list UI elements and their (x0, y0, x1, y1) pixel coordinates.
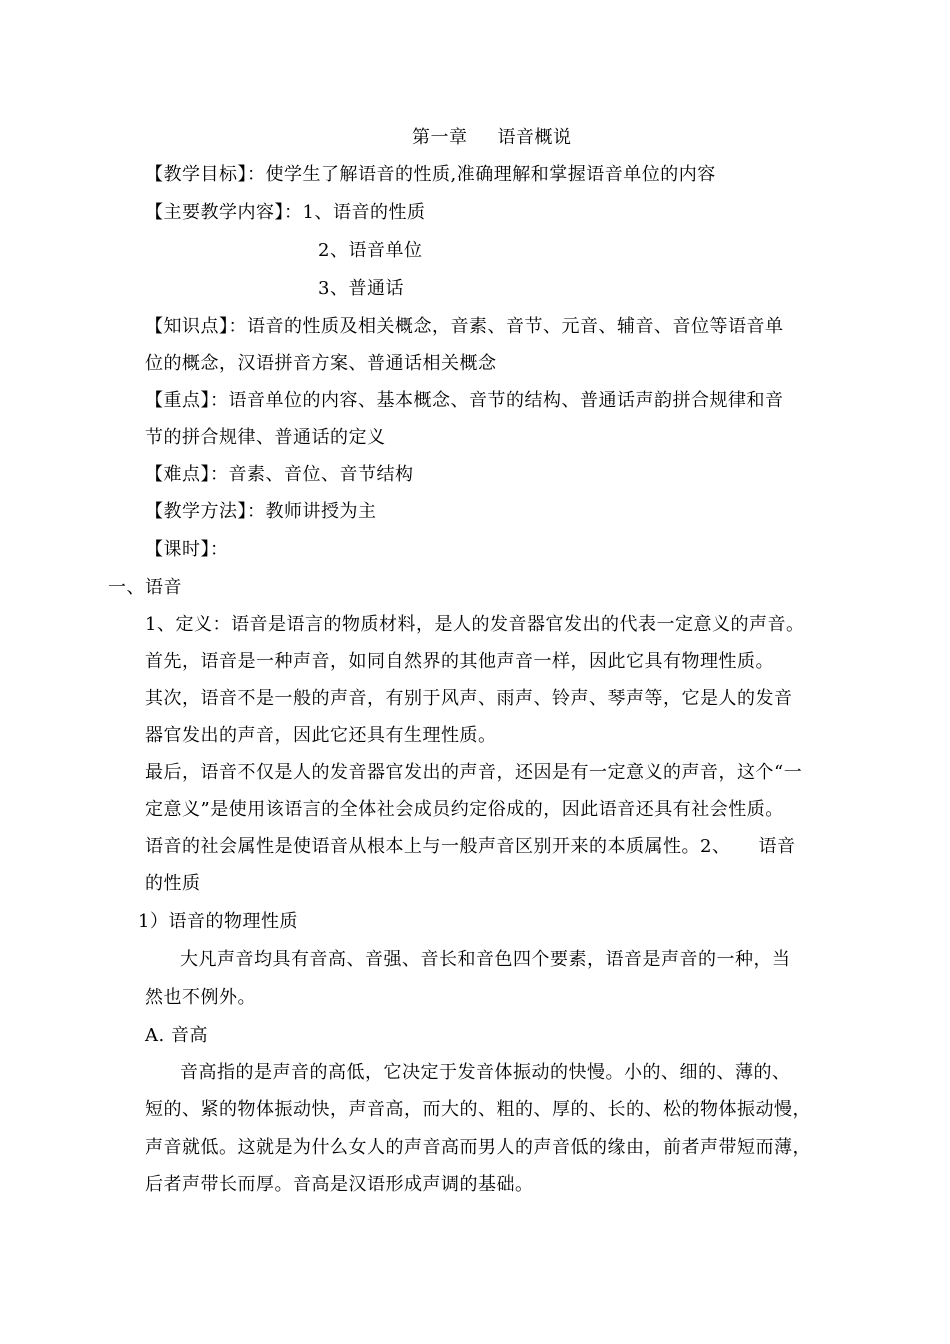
definition-paragraph: 1、定义：语音是语言的物质材料，是人的发音器官发出的代表一定意义的声音。 (145, 614, 805, 635)
class-hours: 【课时】： (145, 539, 229, 560)
pitch-paragraph-line-4: 后者声带长而厚。音高是汉语形成声调的基础。 (145, 1174, 534, 1195)
body-line-social-1: 语音的社会属性是使语音从根本上与一般声音区别开来的本质属性。2、 语音 (145, 836, 796, 857)
body-line-last-1: 最后，语音不仅是人的发音器官发出的声音，还因是有一定意义的声音，这个“一 (145, 762, 803, 783)
teaching-method: 【教学方法】：教师讲授为主 (145, 501, 377, 522)
knowledge-points-line-1: 【知识点】：语音的性质及相关概念，音素、音节、元音、辅音、音位等语音单 (145, 316, 784, 337)
pitch-paragraph-line-3: 声音就低。这就是为什么女人的声音高而男人的声音低的缘由，前者声带短而薄， (145, 1137, 811, 1158)
main-content-heading: 【主要教学内容】：1、语音的性质 (145, 202, 426, 223)
body-line-last-2: 定意义”是使用该语言的全体社会成员约定俗成的，因此语音还具有社会性质。 (145, 799, 784, 820)
chapter-title (412, 126, 572, 150)
key-points-line-2: 节的拼合规律、普通话的定义 (145, 427, 386, 448)
teaching-objective: 【教学目标】：使学生了解语音的性质,准确理解和掌握语音单位的内容 (145, 164, 716, 185)
body-line-second-2: 器官发出的声音，因此它还具有生理性质。 (145, 725, 497, 746)
main-content-item-2: 2、语音单位 (318, 240, 423, 261)
subsection-physical-properties: 1）语音的物理性质 (138, 911, 298, 932)
physical-paragraph-line-1: 大凡声音均具有音高、音强、音长和音色四个要素，语音是声音的一种，当 (180, 949, 791, 970)
body-line-social-2: 的性质 (145, 873, 201, 894)
knowledge-points-line-2: 位的概念，汉语拼音方案、普通话相关概念 (145, 353, 497, 374)
key-points-line-1: 【重点】：语音单位的内容、基本概念、音节的结构、普通话声韵拼合规律和音 (145, 390, 784, 411)
main-content-item-3: 3、普通话 (318, 278, 404, 299)
physical-paragraph-line-2: 然也不例外。 (145, 987, 256, 1008)
chapter-name: 语音概说 (497, 127, 572, 148)
body-line-second-1: 其次，语音不是一般的声音，有别于风声、雨声、铃声、琴声等，它是人的发音 (145, 688, 793, 709)
difficult-points: 【难点】：音素、音位、音节结构 (145, 464, 414, 485)
body-line-first: 首先，语音是一种声音，如同自然界的其他声音一样，因此它具有物理性质。 (145, 651, 774, 672)
section-heading-phonetics: 一、语音 (108, 577, 182, 598)
pitch-paragraph-line-2: 短的、紧的物体振动快，声音高，而大的、粗的、厚的、长的、松的物体振动慢， (145, 1099, 811, 1120)
subsection-pitch: A. 音高 (145, 1025, 208, 1046)
chapter-number: 第一章 (412, 127, 468, 148)
pitch-paragraph-line-1: 音高指的是声音的高低，它决定于发音体振动的快慢。小的、细的、薄的、 (180, 1062, 791, 1083)
